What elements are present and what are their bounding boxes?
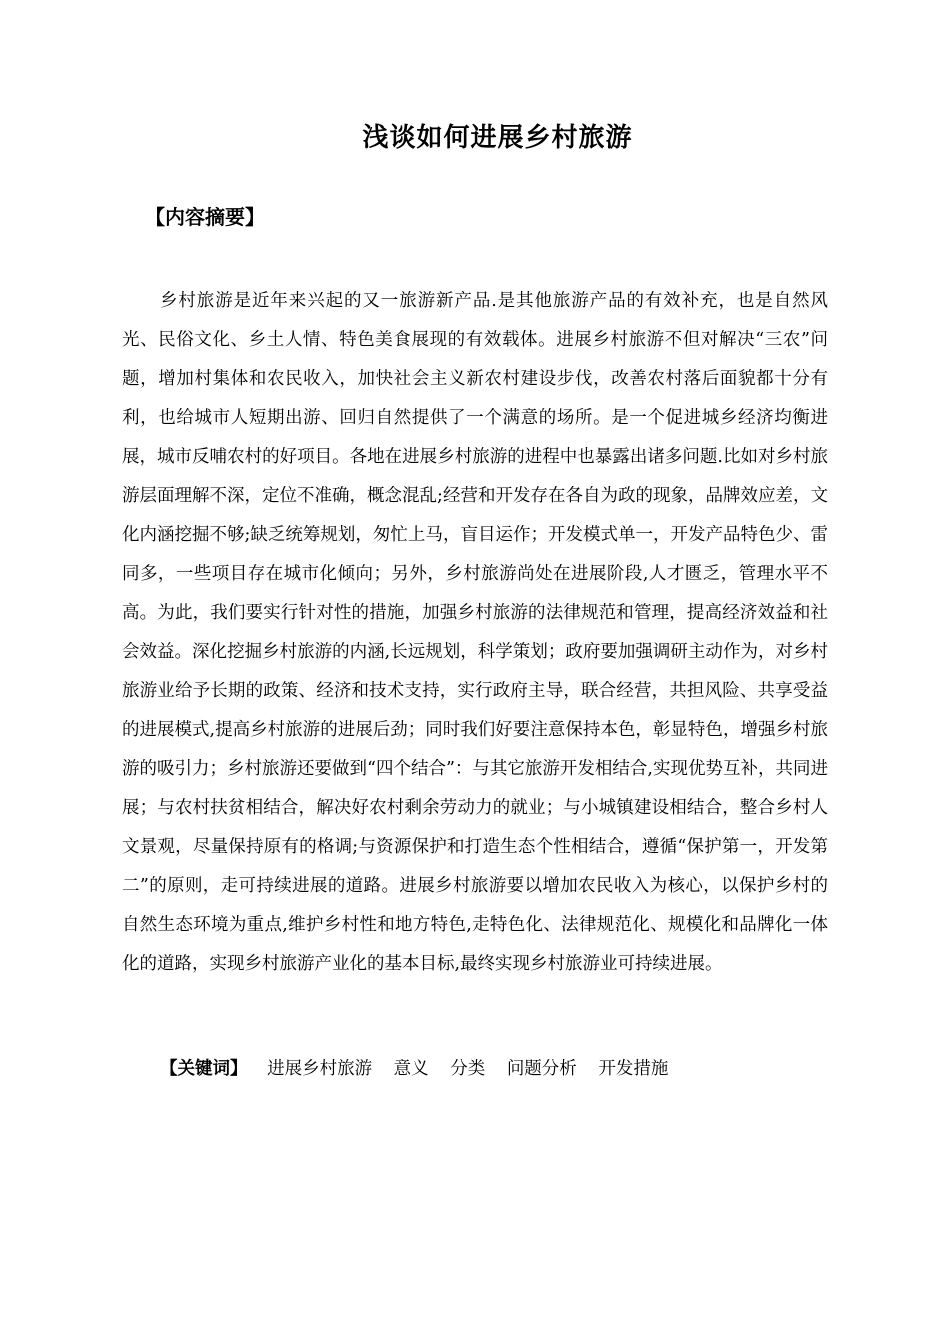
document-title: 浅谈如何进展乡村旅游	[362, 123, 633, 153]
keyword-item: 进展乡村旅游	[267, 1059, 373, 1079]
keywords-line	[160, 1052, 684, 1086]
keyword-item: 开发措施	[598, 1059, 669, 1079]
keyword-item: 意义	[393, 1059, 429, 1079]
abstract-heading: 【内容摘要】	[145, 205, 265, 229]
keyword-item: 问题分析	[506, 1059, 577, 1079]
keywords-label: 【关键词】	[160, 1059, 248, 1079]
abstract-paragraph: 乡村旅游是近年来兴起的又一旅游新产品.是其他旅游产品的有效补充，也是自然风光、民俗文化、乡土人情、特色美食展现的有效载体。进展乡村旅游不但对解决“三农”问题，增加村集体和农民收入，加快社会主义新农村建设步伐，改善农村落后面貌都十分有利，也给城市人短期出游、回归自然提供了一个满意的场所。是一个促进城乡经济均衡进展，城市反哺农村的好项目。各地在进展乡村旅游的进程中也暴露出诸多问题.比如对乡村旅游层面理解不深，定位不准确，概念混乱;经营和开发存在各自为政的现象，品牌效应差，文化内涵挖掘不够;缺乏统筹规划，匆忙上马，盲目运作；开发模式单一，开发产品特色少、雷同多，一些项目存在城市化倾向；另外，乡村旅游尚处在进展阶段,人才匮乏，管理水平不高。为此，我们要实行针对性的措施，加强乡村旅游的法律规范和管理，提高经济效益和社会效益。深化挖掘乡村旅游的内涵,长远规划，科学策划；政府要加强调研主动作为，对乡村旅游业给予长期的政策、经济和技术支持，实行政府主导，联合经营，共担风险、共享受益的进展模式,提高乡村旅游的进展后劲；同时我们好要注意保持本色，彰显特色，增强乡村旅游的吸引力；乡村旅游还要做到“四个结合”：与其它旅游开发相结合,实现优势互补，共同进展；与农村扶贫相结合，解决好农村剩余劳动力的就业；与小城镇建设相结合，整合乡村人文景观，尽量保持原有的格调;与资源保护和打造生态个性相结合，遵循“保护第一，开发第二”的原则，走可持续进展的道路。进展乡村旅游要以增加农民收入为核心，以保护乡村的自然生态环境为重点,维护乡村性和地方特色,走特色化、法律规范化、规模化和品牌化一体化的道路，实现乡村旅游产业化的基本目标,最终实现乡村旅游业可持续进展。	[122, 291, 828, 974]
keyword-item: 分类	[450, 1059, 486, 1079]
